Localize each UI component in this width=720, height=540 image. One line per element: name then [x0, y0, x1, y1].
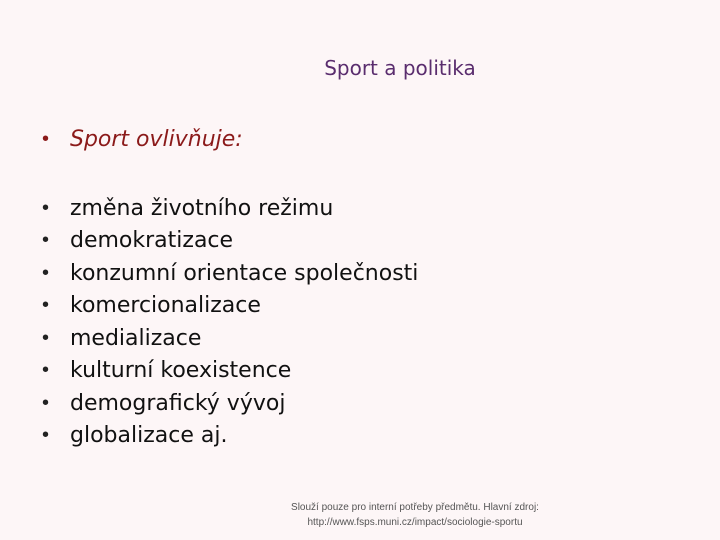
bullet-list [42, 192, 418, 452]
bullet: • [42, 196, 50, 219]
intro-text: Sport ovlivňuje: [70, 127, 243, 152]
list-item [42, 355, 418, 388]
bullet: • [42, 359, 50, 382]
list-item-text: medializace [70, 325, 202, 351]
bullet: • [42, 391, 50, 414]
bullet: • [42, 128, 50, 150]
list-item [42, 322, 418, 355]
slide-title: Sport a politika [324, 56, 476, 80]
bullet: • [42, 229, 50, 252]
footer-line-1: Slouží pouze pro interní potřeby předmětu. Hlavní zdroj: [291, 502, 539, 513]
list-item [42, 192, 418, 225]
bullet: • [42, 326, 50, 349]
list-item-text: demokratizace [70, 228, 234, 254]
footer-line-2: http://www.fsps.muni.cz/impact/sociologie-sportu [307, 517, 523, 528]
list-item [42, 225, 418, 258]
list-item-text: změna životního režimu [70, 195, 334, 221]
bullet: • [42, 294, 50, 317]
list-item-text: demografický vývoj [70, 390, 286, 416]
list-item-text: kulturní koexistence [70, 358, 292, 384]
list-item [42, 420, 418, 453]
list-item [42, 387, 418, 420]
bullet: • [42, 261, 50, 284]
bullet: • [42, 424, 50, 447]
list-item-text: globalizace aj. [70, 423, 228, 449]
list-item-text: komercionalizace [70, 293, 261, 319]
list-item [42, 290, 418, 323]
footer-note [255, 500, 575, 530]
intro-line [42, 127, 243, 152]
list-item [42, 257, 418, 290]
list-item-text: konzumní orientace společnosti [70, 260, 419, 286]
